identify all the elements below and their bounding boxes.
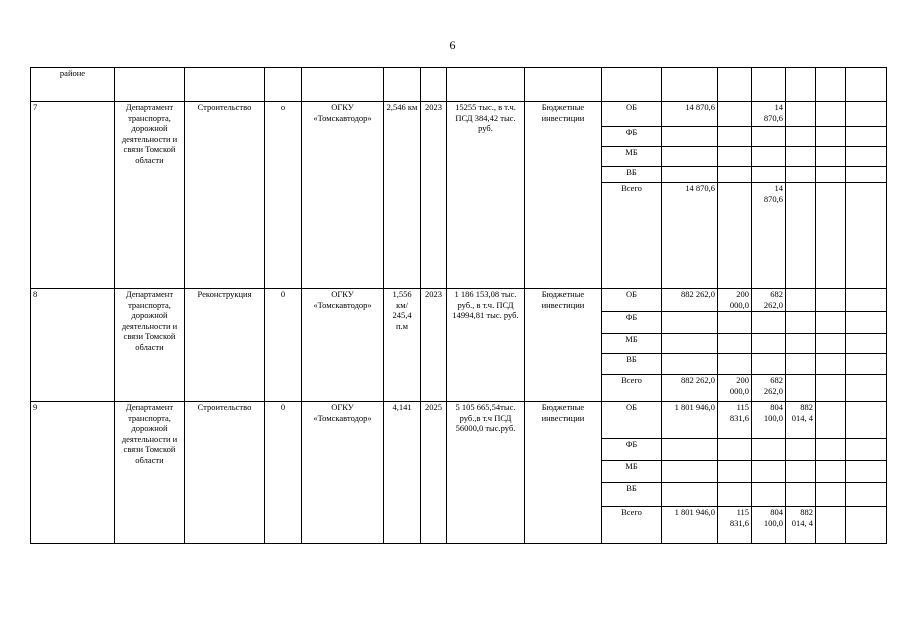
year: 2025 — [421, 402, 447, 544]
object-dept: Департамент транспорта, дорожной деятельности и связи Томской области — [115, 102, 185, 289]
work-type: Строительство — [185, 402, 265, 544]
object-dept: Департамент транспорта, дорожной деятельности и связи Томской области — [115, 402, 185, 544]
cell-name-continuation: районе — [31, 68, 115, 102]
row-number: 7 — [31, 102, 115, 289]
table-row: ФБ — [31, 312, 887, 334]
year: 2023 — [421, 289, 447, 402]
customer: ОГКУ «Томскавтодор» — [302, 289, 384, 402]
flag: 0 — [265, 289, 302, 402]
table-row-continuation — [31, 68, 887, 102]
source-mb: МБ — [602, 147, 662, 167]
table-row: Всего 14 870,6 14 870,6 — [31, 183, 887, 289]
table-row: МБ — [31, 461, 887, 483]
amount-2: 14 870,6 — [752, 102, 786, 127]
work-type: Строительство — [185, 102, 265, 289]
object-dept: Департамент транспорта, дорожной деятельности и связи Томской области — [115, 289, 185, 402]
flag: о — [265, 102, 302, 289]
cost: 5 105 665,54тыс. руб.,в т.ч ПСД 56000,0 тыс.руб. — [447, 402, 525, 544]
amount-total: 14 870,6 — [662, 102, 718, 127]
row-number: 8 — [31, 289, 115, 402]
investment-type: Бюджетные инвестиции — [525, 102, 602, 289]
capacity: 2,546 км — [384, 102, 421, 289]
row-number: 9 — [31, 402, 115, 544]
investment-type: Бюджетные инвестиции — [525, 402, 602, 544]
source-total: Всего — [602, 183, 662, 289]
investment-type: Бюджетные инвестиции — [525, 289, 602, 402]
investment-table — [30, 67, 887, 544]
table-row: Всего 1 801 946,0 115 831,6 804 100,0 882 014, 4 — [31, 507, 887, 544]
source-vb: ВБ — [602, 167, 662, 183]
cost: 1 186 153,08 тыс. руб., в т.ч. ПСД 14994,81 тыс. руб. — [447, 289, 525, 402]
table-row: 9 Департамент транспорта, дорожной деятельности и связи Томской области Строительство 0 ОГКУ «Томскавтодор» 4,141 2025 5 105 665,54тыс. руб.,в т.ч ПСД 56000,0 тыс.руб. Бюджетные инвестиции ОБ 1 801 946,0 115 831,6 804 100,0 882 014, 4 — [31, 402, 887, 439]
table-row — [31, 102, 887, 127]
year: 2023 — [421, 102, 447, 289]
work-type: Реконструкция — [185, 289, 265, 402]
table-row: МБ — [31, 334, 887, 354]
total-amount: 14 870,6 — [662, 183, 718, 289]
page-number: 6 — [449, 38, 456, 52]
table-row: ФБ — [31, 439, 887, 461]
customer: ОГКУ «Томскавтодор» — [302, 102, 384, 289]
capacity: 1,556 км/ 245,4 п.м — [384, 289, 421, 402]
table-row: ВБ — [31, 483, 887, 507]
table-row: Всего 882 262,0 200 000,0 682 262,0 — [31, 375, 887, 402]
amount-3 — [786, 102, 816, 127]
cost: 15255 тыс., в т.ч. ПСД 384,42 тыс. руб. — [447, 102, 525, 289]
flag: 0 — [265, 402, 302, 544]
amount-1 — [718, 102, 752, 127]
source-fb: ФБ — [602, 127, 662, 147]
customer: ОГКУ «Томскавтодор» — [302, 402, 384, 544]
table-row: 8 Департамент транспорта, дорожной деятельности и связи Томской области Реконструкция 0 ОГКУ «Томскавтодор» 1,556 км/ 245,4 п.м 2023 1 186 153,08 тыс. руб., в т.ч. ПСД 14994,81 тыс. руб. Бюджетные инвестиции ОБ 882 262,0 200 000,0 682 262,0 — [31, 289, 887, 312]
source-ob: ОБ — [602, 102, 662, 127]
capacity: 4,141 — [384, 402, 421, 544]
table-row: ВБ — [31, 354, 887, 375]
